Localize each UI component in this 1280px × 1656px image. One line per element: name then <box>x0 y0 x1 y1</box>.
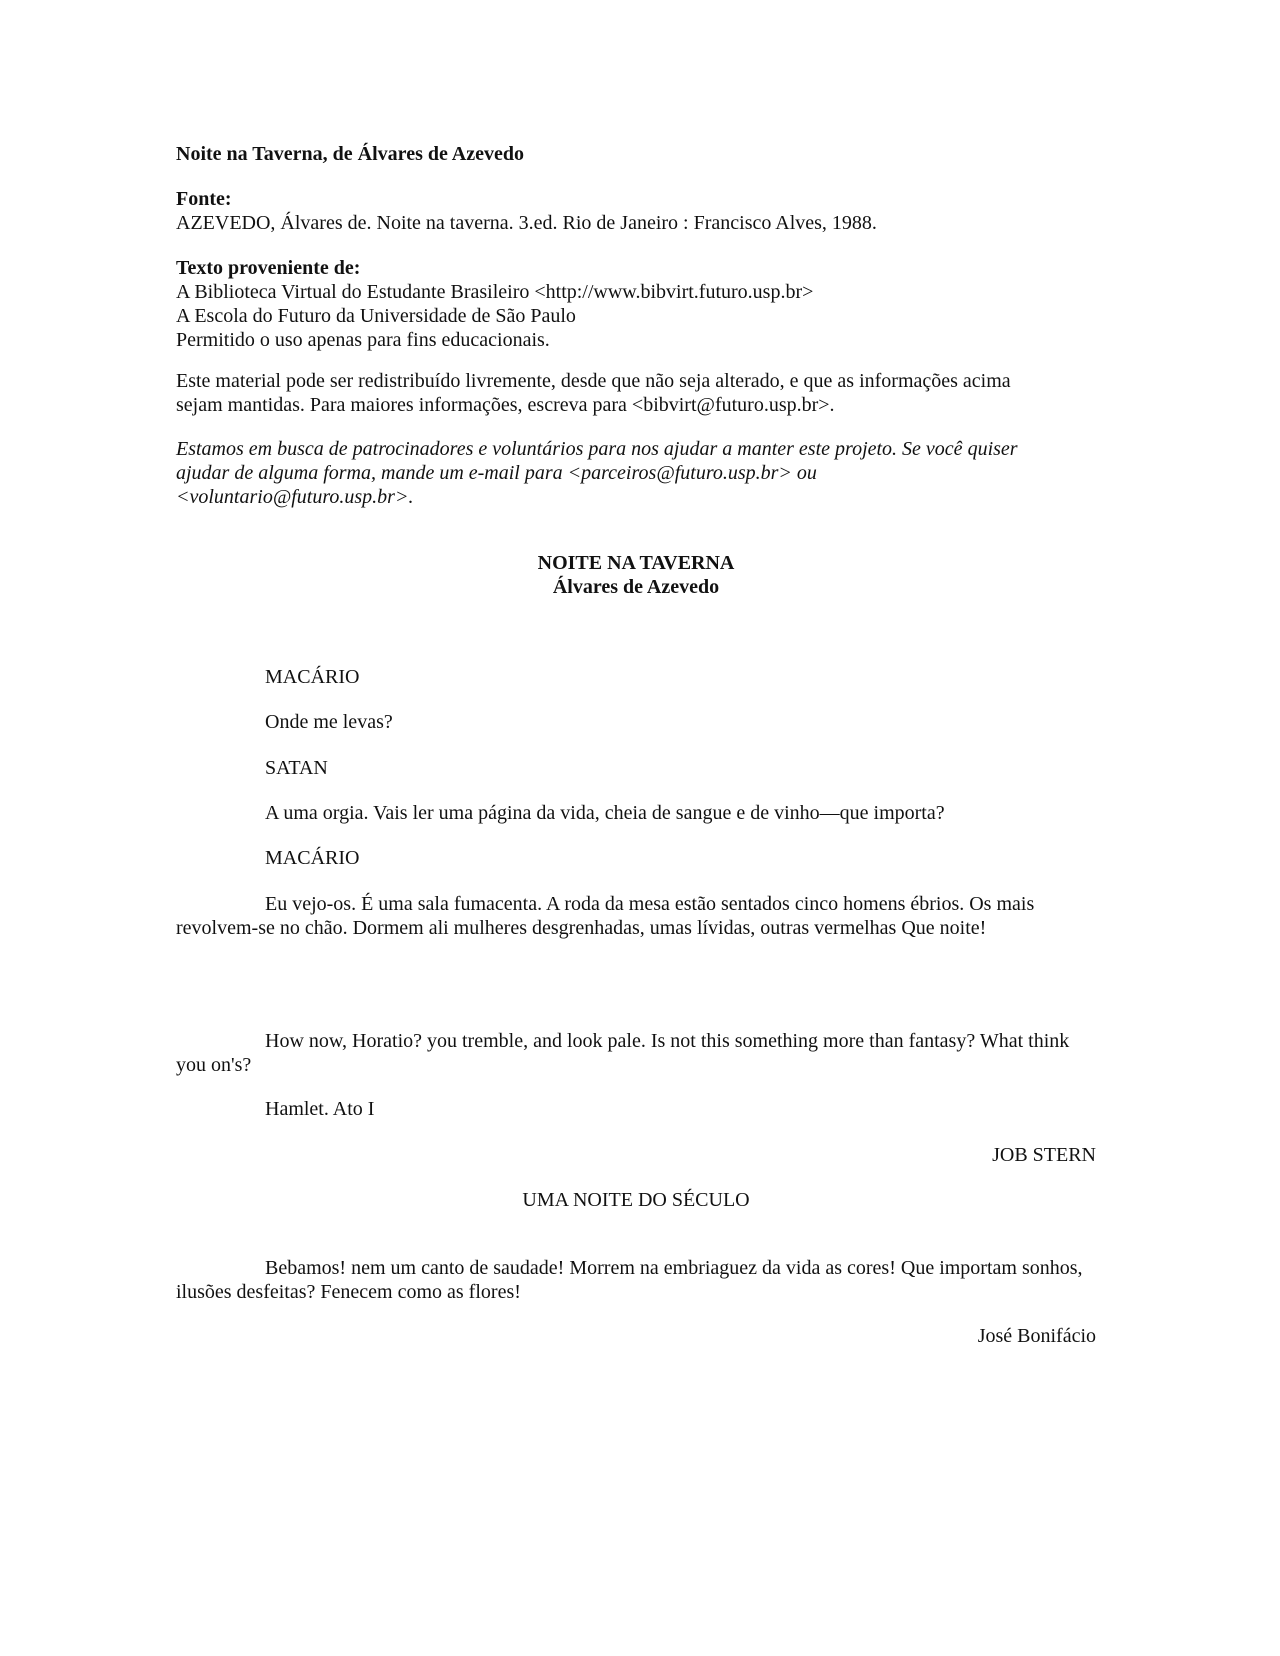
work-author: Álvares de Azevedo <box>552 576 720 598</box>
dialogue-paragraph: Eu vejo-os. É uma sala fumacenta. A roda da mesa estão sentados cinco homens ébrios. Os mais revolvem-se no chão. Dormem ali mulheres desgrenhadas, umas lívidas, outras vermelhas Que noite! <box>176 893 1035 939</box>
license-line: sejam mantidas. Para maiores informações, escreva para <bibvirt@futuro.usp.br>. <box>176 394 835 416</box>
epigraph-text: How now, Horatio? you tremble, and look pale. Is not this something more than fantasy? What think you on's? <box>176 1030 1070 1076</box>
origin-section <box>176 256 1096 352</box>
work-title: NOITE NA TAVERNA <box>537 552 735 574</box>
epigraph-text: Bebamos! nem um canto de saudade! Morrem na embriaguez da vida as cores! Que importam sonhos, ilusões desfeitas? Fenecem como as flores! <box>176 1257 1083 1303</box>
appeal-line: Estamos em busca de patrocinadores e voluntários para nos ajudar a manter este projeto. Se você quiser <box>176 438 1018 460</box>
speaker-name: MACÁRIO <box>265 666 360 688</box>
license-section <box>176 369 1096 417</box>
origin-line: A Escola do Futuro da Universidade de São Paulo <box>176 305 576 327</box>
license-line: Este material pode ser redistribuído livremente, desde que não seja alterado, e que as informações acima <box>176 370 1011 392</box>
document-title <box>176 142 1096 166</box>
chapter-title: UMA NOITE DO SÉCULO <box>522 1189 750 1211</box>
chapter-heading: JOB STERN <box>992 1144 1096 1166</box>
epigraph-attribution: José Bonifácio <box>977 1325 1096 1347</box>
origin-line: Permitido o uso apenas para fins educacionais. <box>176 329 550 351</box>
source-label: Fonte: <box>176 188 232 210</box>
appeal-line: <voluntario@futuro.usp.br>. <box>176 486 414 508</box>
appeal-line: ajudar de alguma forma, mande um e-mail para <parceiros@futuro.usp.br> ou <box>176 462 817 484</box>
document-title-text: Noite na Taverna, de Álvares de Azevedo <box>176 143 524 165</box>
epigraph-attribution: Hamlet. Ato I <box>265 1098 375 1120</box>
speaker-name: MACÁRIO <box>265 847 360 869</box>
dialogue-line: A uma orgia. Vais ler uma página da vida, cheia de sangue e de vinho—que importa? <box>265 802 945 824</box>
origin-line: A Biblioteca Virtual do Estudante Brasileiro <http://www.bibvirt.futuro.usp.br> <box>176 281 814 303</box>
dialogue-line: Onde me levas? <box>265 711 393 733</box>
origin-label: Texto proveniente de: <box>176 257 361 279</box>
source-citation: AZEVEDO, Álvares de. Noite na taverna. 3.ed. Rio de Janeiro : Francisco Alves, 1988. <box>176 212 877 234</box>
speaker-name: SATAN <box>265 757 328 779</box>
source-section <box>176 187 1096 235</box>
appeal-section <box>176 437 1096 509</box>
